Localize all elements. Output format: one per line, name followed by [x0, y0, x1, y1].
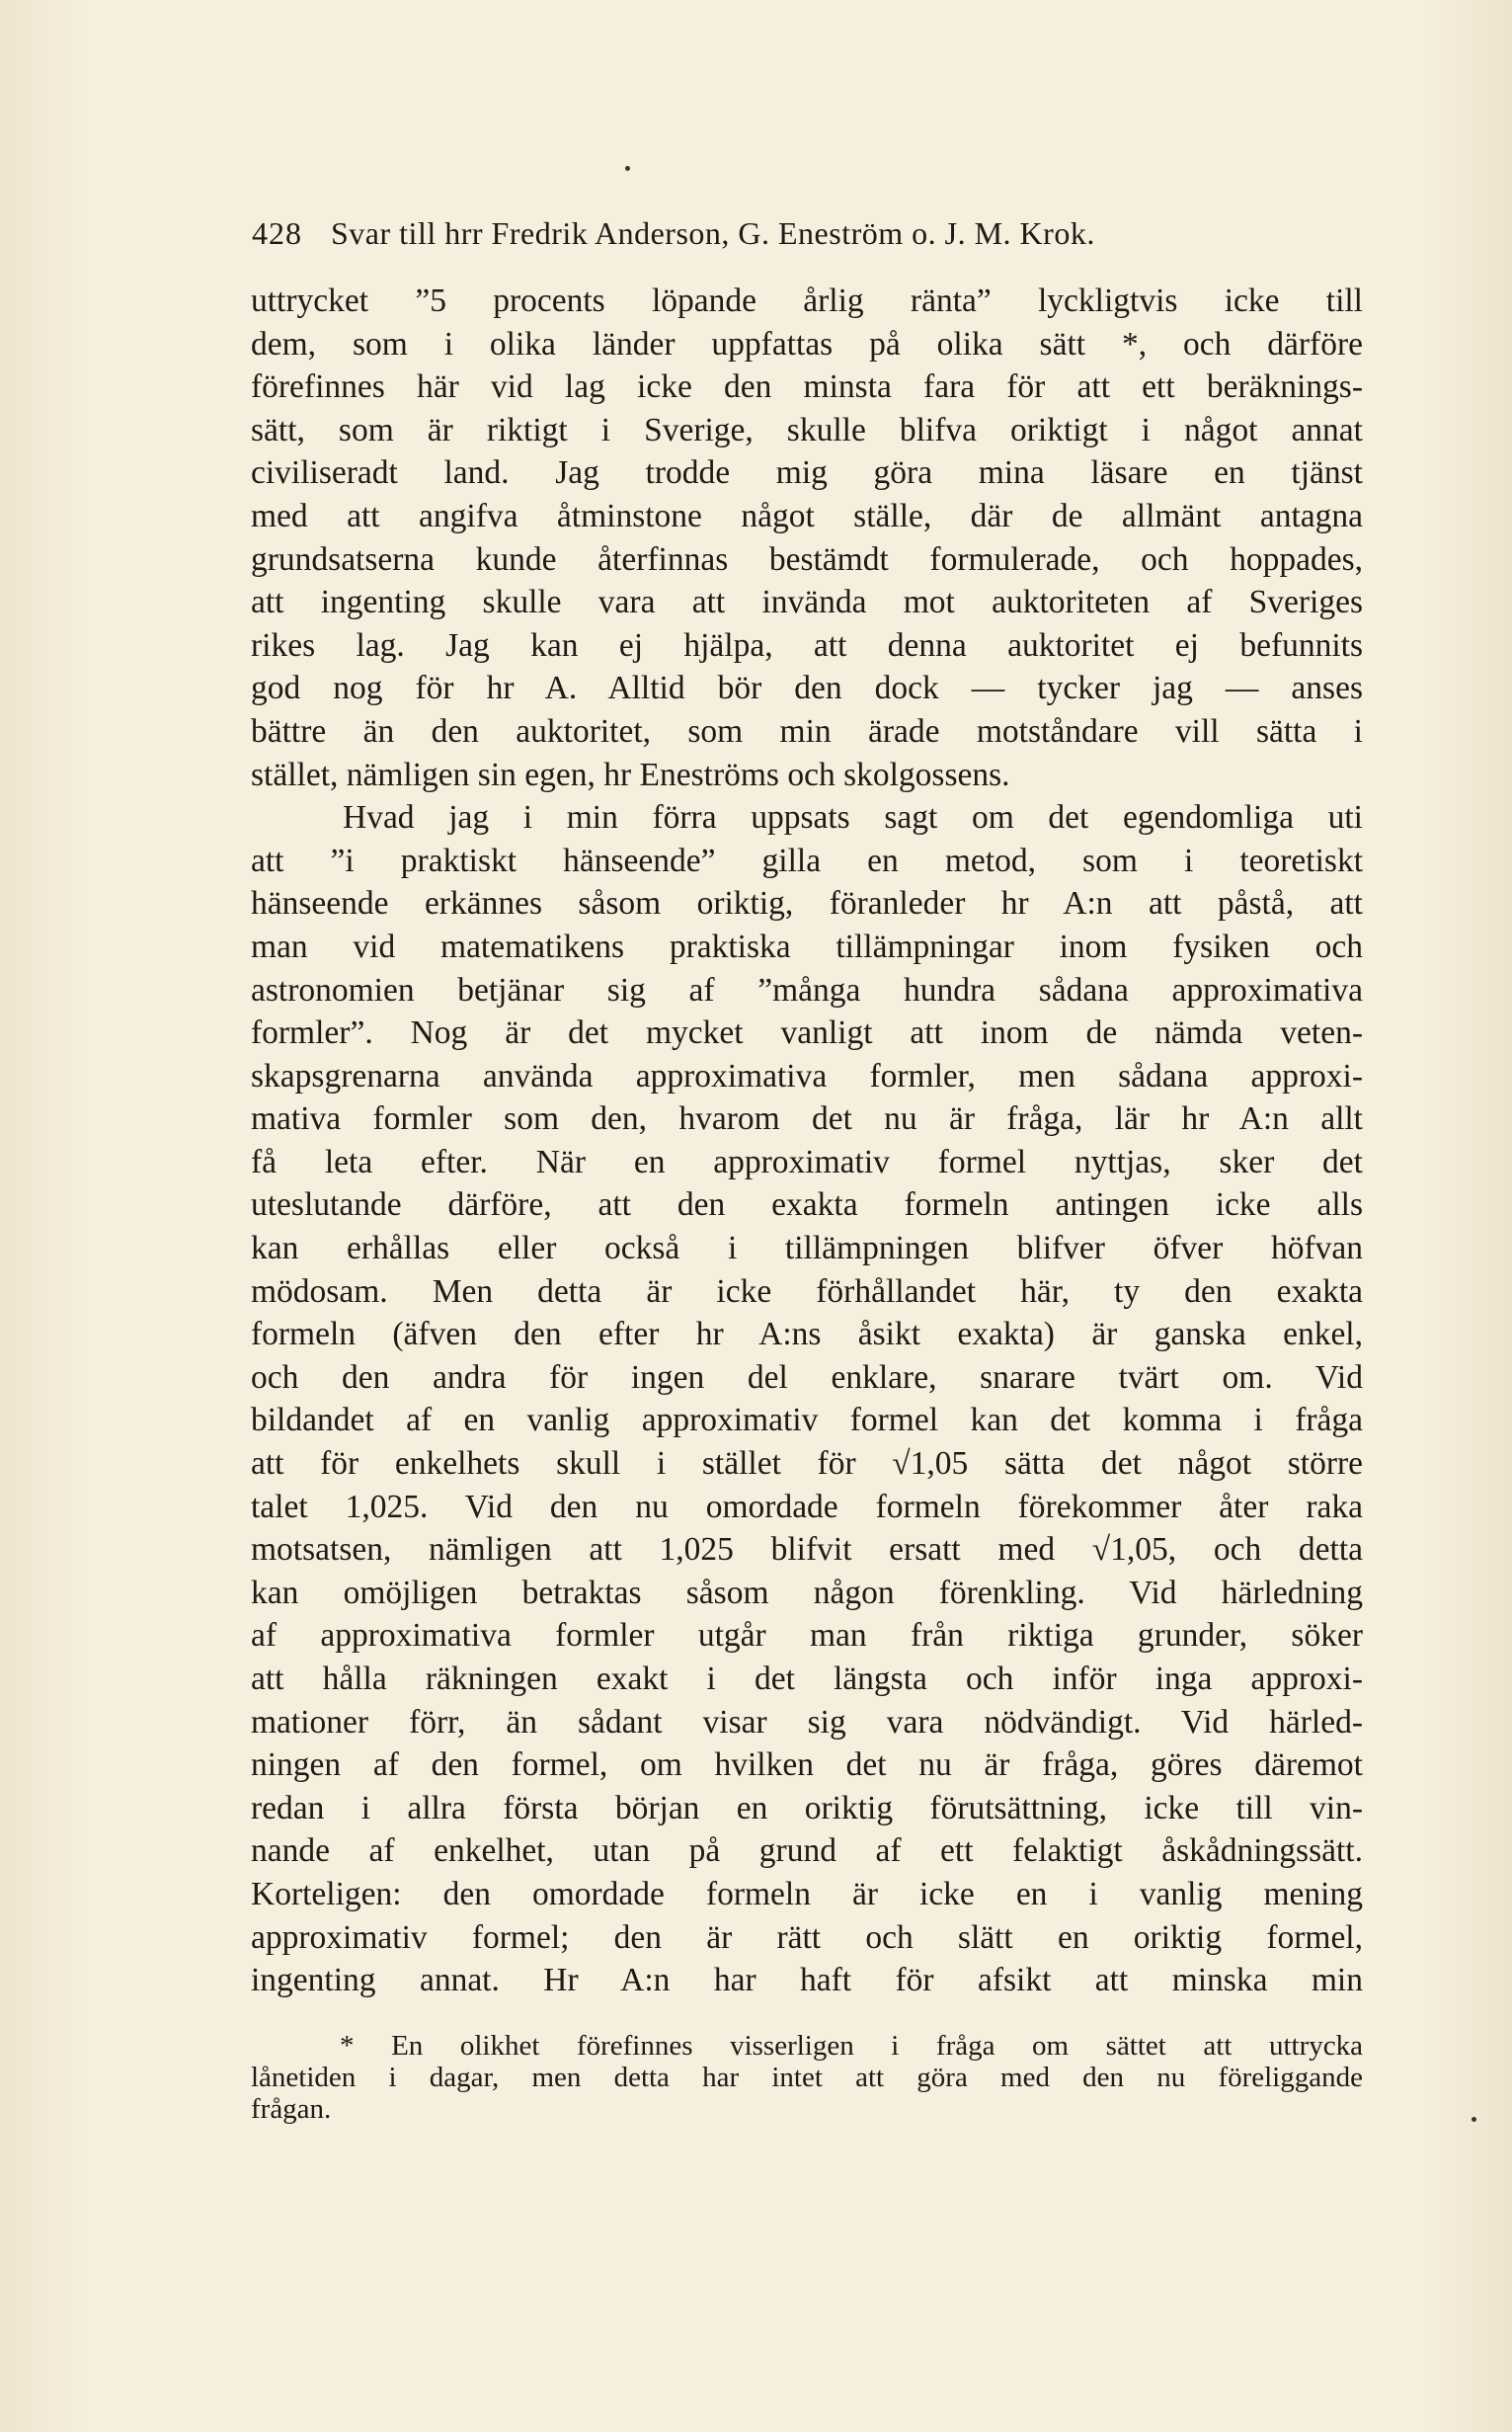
text-line: förefinnes här vid lag icke den minsta fara för att ett beräknings-	[251, 368, 1363, 406]
page-number: 428	[252, 215, 302, 251]
text-line: formeln (äfven den efter hr A:ns åsikt exakta) är ganska enkel,	[251, 1316, 1363, 1353]
text-line: kan erhållas eller också i tillämpningen blifver öfver höfvan	[251, 1230, 1363, 1267]
text-line: mödosam. Men detta är icke förhållandet här, ty den exakta	[251, 1272, 1363, 1310]
print-speck	[1472, 2117, 1476, 2122]
text-line: att ingenting skulle vara att invända mot auktoriteten af Sveriges	[251, 584, 1363, 621]
text-line: uteslutande därföre, att den exakta formeln antingen icke alls	[251, 1186, 1363, 1224]
text-line: få leta efter. När en approximativ formel nyttjas, sker det	[251, 1143, 1363, 1180]
text-line: civiliseradt land. Jag trodde mig göra mina läsare en tjänst	[251, 454, 1363, 492]
text-line: att för enkelhets skull i stället för √1,05 sätta det något större	[251, 1445, 1363, 1483]
text-line: och den andra för ingen del enklare, snarare tvärt om. Vid	[251, 1358, 1363, 1396]
text-line: med att angifva åtminstone något ställe, där de allmänt antagna	[251, 497, 1363, 534]
text-line: rikes lag. Jag kan ej hjälpa, att denna auktoritet ej befunnits	[251, 626, 1363, 664]
print-speck	[625, 166, 630, 171]
footnote-line: lånetiden i dagar, men detta har intet att göra med den nu föreliggande	[251, 2062, 1363, 2093]
text-line: sätt, som är riktigt i Sverige, skulle blifva oriktigt i något annat	[251, 411, 1363, 448]
page-header	[0, 0, 1512, 251]
text-line: mativa formler som den, hvarom det nu är fråga, lär hr A:n allt	[251, 1100, 1363, 1138]
text-line: dem, som i olika länder uppfattas på olika sätt *, och därföre	[251, 325, 1363, 363]
text-line: mationer förr, än sådant visar sig vara nödvändigt. Vid härled-	[251, 1703, 1363, 1741]
text-line: nande af enkelhet, utan på grund af ett felaktigt åskådningssätt.	[251, 1832, 1363, 1870]
text-line: ningen af den formel, om hvilken det nu är fråga, göres däremot	[251, 1746, 1363, 1784]
text-line: att hålla räkningen exakt i det längsta och inför inga approxi-	[251, 1661, 1363, 1697]
footnote	[251, 2030, 1363, 2125]
text-line: bättre än den auktoritet, som min ärade motståndare vill sätta i	[251, 712, 1363, 750]
text-line: kan omöjligen betraktas såsom någon förenkling. Vid härledning	[251, 1574, 1363, 1611]
text-line: man vid matematikens praktiska tillämpningar inom fysiken och	[251, 928, 1363, 965]
text-line: grundsatserna kunde återfinnas bestämdt formulerade, och hoppades,	[251, 540, 1363, 578]
text-line: Korteligen: den omordade formeln är icke en i vanlig mening	[251, 1875, 1363, 1912]
text-line: formler”. Nog är det mycket vanligt att inom de nämda veten-	[251, 1014, 1363, 1052]
text-line: att ”i praktiskt hänseende” gilla en metod, som i teoretiskt	[251, 842, 1363, 879]
text-line: skapsgrenarna använda approximativa formler, men sådana approxi-	[251, 1057, 1363, 1094]
text-line: talet 1,025. Vid den nu omordade formeln förekommer åter raka	[251, 1488, 1363, 1525]
footnote-line: frågan.	[251, 2093, 332, 2125]
text-line: Hvad jag i min förra uppsats sagt om det egendomliga uti	[343, 799, 1363, 837]
text-line: astronomien betjänar sig af ”många hundra sådana approximativa	[251, 971, 1363, 1009]
body-text	[251, 280, 1363, 2002]
text-line: bildandet af en vanlig approximativ formel kan det komma i fråga	[251, 1402, 1363, 1439]
text-line: redan i allra första början en oriktig förutsättning, icke till vin-	[251, 1789, 1363, 1826]
text-line: motsatsen, nämligen att 1,025 blifvit ersatt med √1,05, och detta	[251, 1531, 1363, 1569]
text-line: approximativ formel; den är rätt och slätt en oriktig formel,	[251, 1918, 1363, 1956]
text-line: uttrycket ”5 procents löpande årlig ränta” lyckligtvis icke till	[251, 283, 1363, 319]
footnote-line: * En olikhet förefinnes visserligen i fråga om sättet att uttrycka	[340, 2030, 1363, 2062]
text-line: af approximativa formler utgår man från riktiga grunder, söker	[251, 1617, 1363, 1655]
text-line: god nog för hr A. Alltid bör den dock — tycker jag — anses	[251, 670, 1363, 707]
text-line: stället, nämligen sin egen, hr Eneströms och skolgossens.	[251, 756, 1010, 793]
running-head: Svar till hrr Fredrik Anderson, G. Eneström o. J. M. Krok.	[331, 215, 1095, 251]
text-line: hänseende erkännes såsom oriktig, föranleder hr A:n att påstå, att	[251, 885, 1363, 923]
text-line: ingenting annat. Hr A:n har haft för afsikt att minska min	[251, 1962, 1363, 1999]
